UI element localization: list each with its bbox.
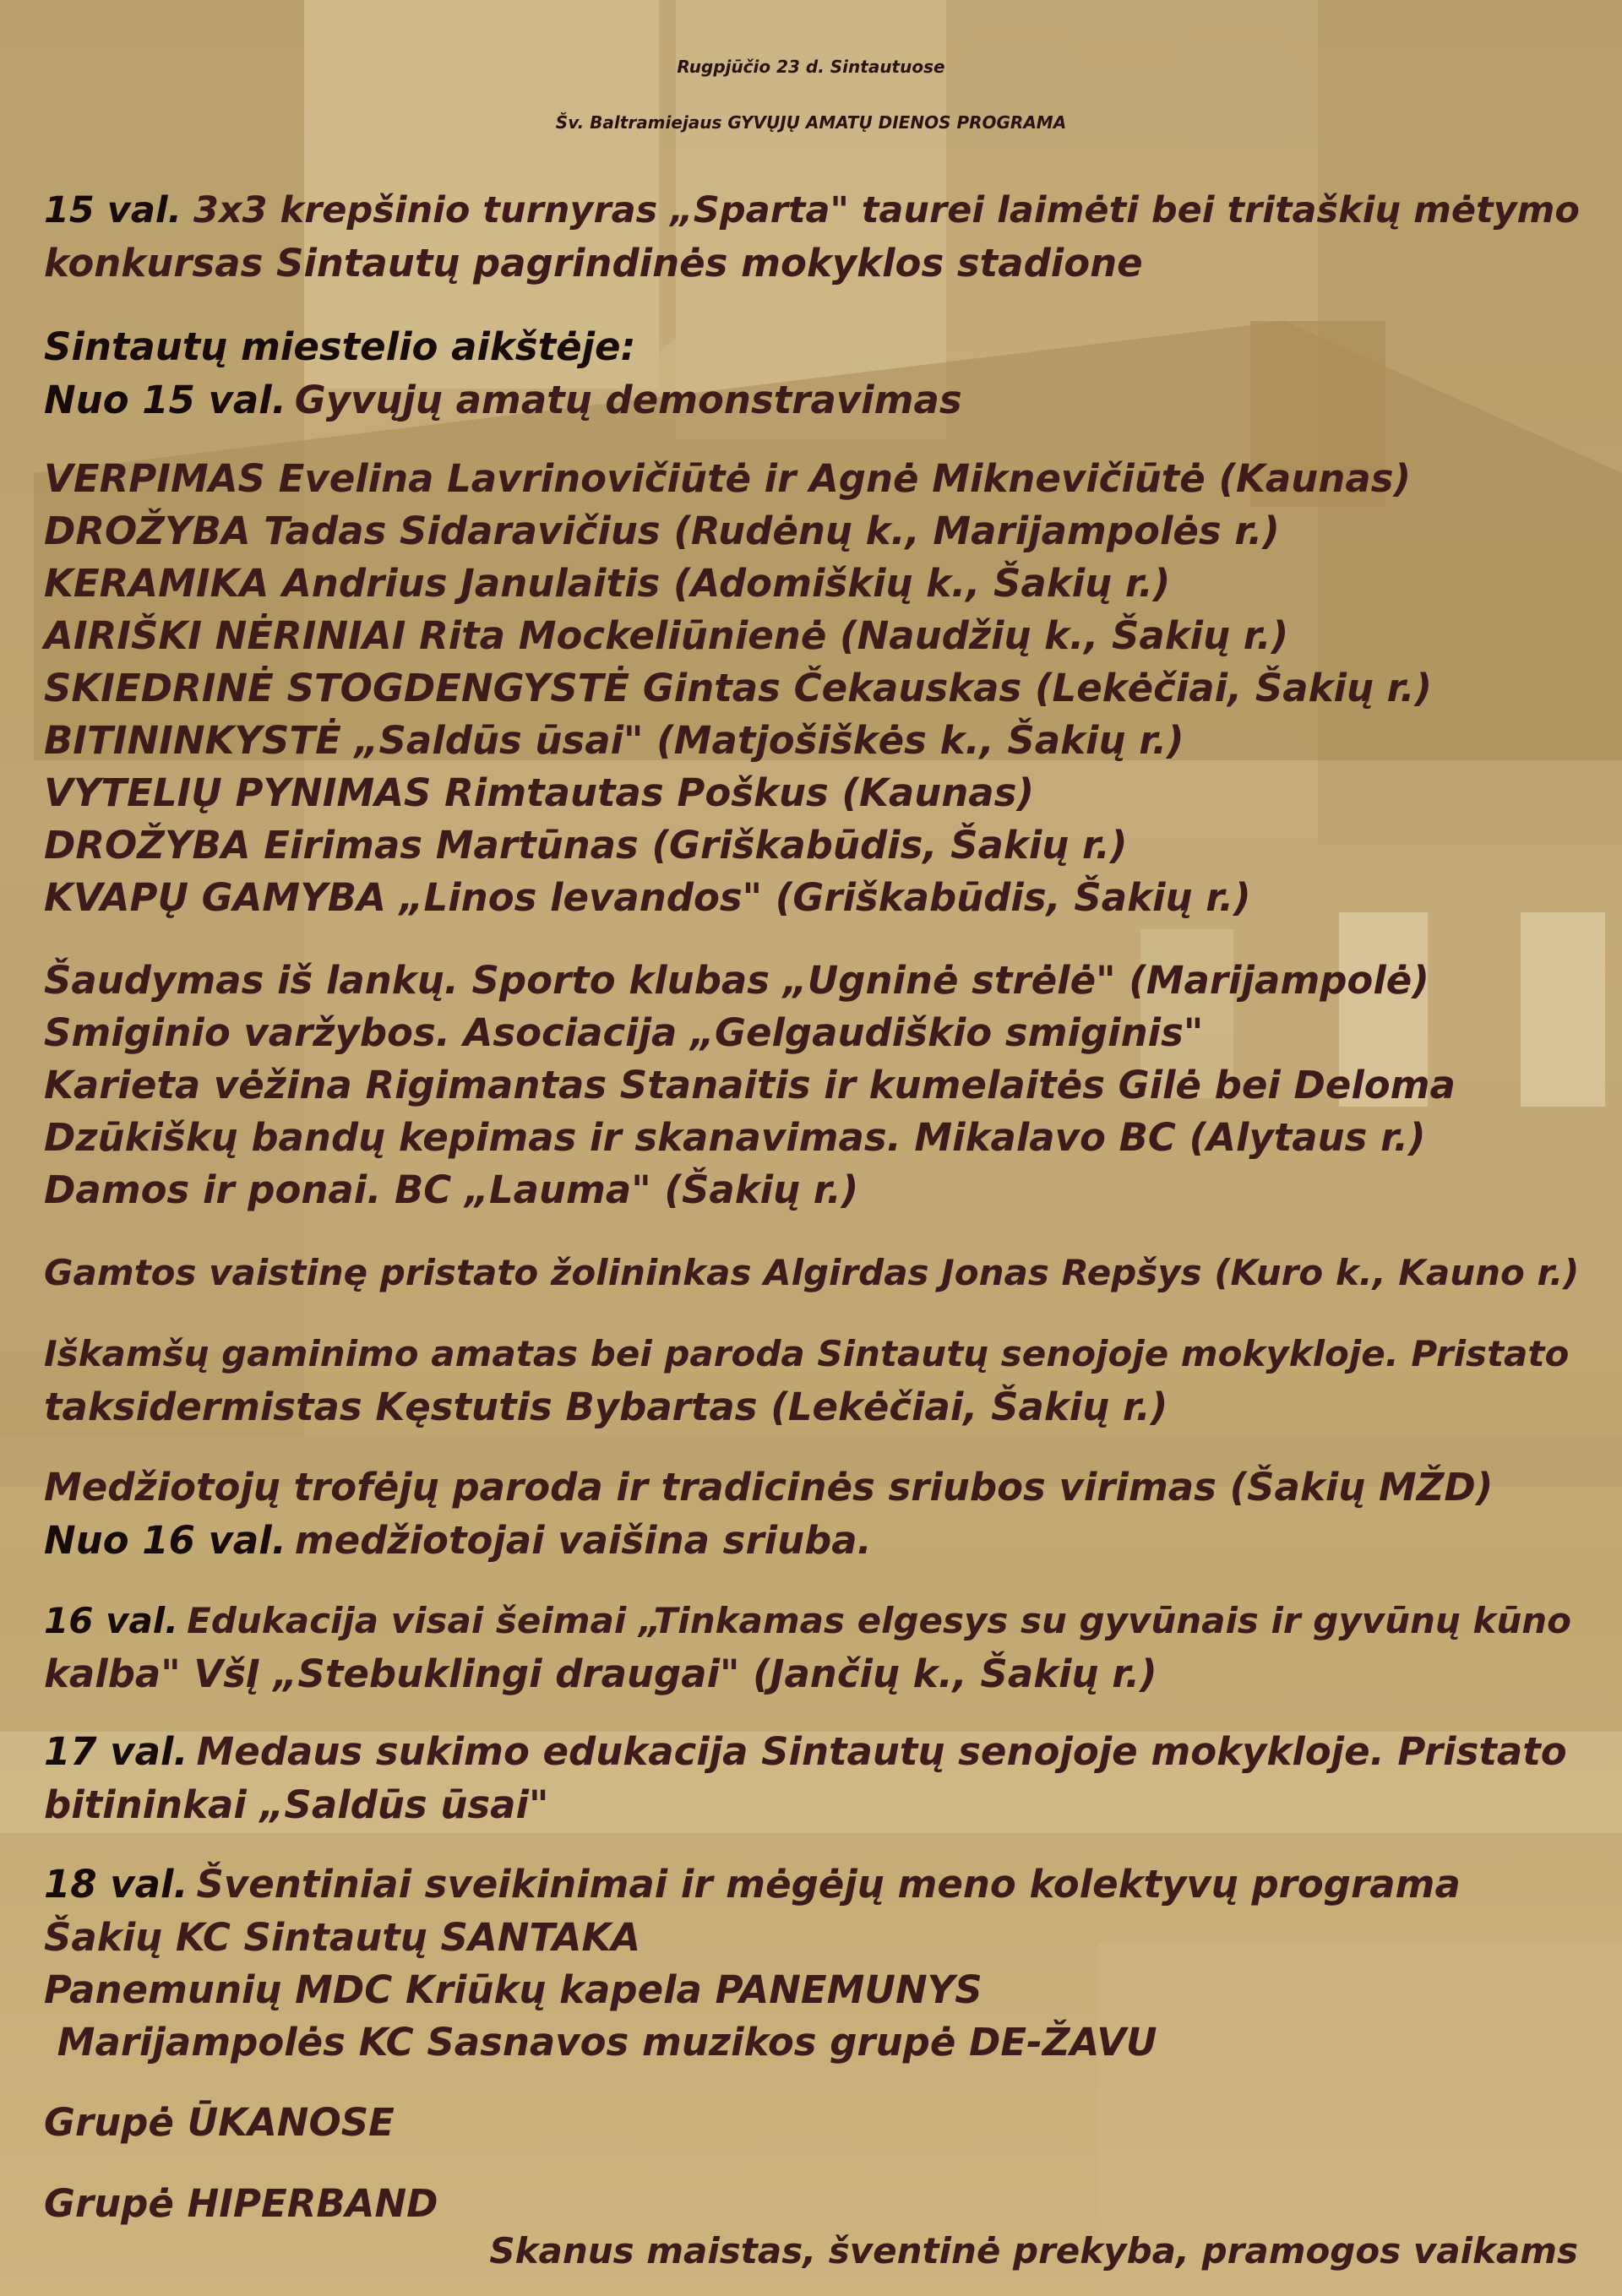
craft-item: KVAPŲ GAMYBA „Linos levandos" (Griškabūdis, Šakių r.) — [44, 875, 1251, 920]
craft-item: DROŽYBA Tadas Sidaravičius (Rudėnų k., Marijampolės r.) — [44, 509, 1280, 553]
craft-item: VYTELIŲ PYNIMAS Rimtautas Poškus (Kaunas) — [44, 770, 1035, 815]
activity-item: Šaudymas iš lankų. Sporto klubas „Ugninė strėlė" (Marijampolė) — [44, 958, 1429, 1003]
concert-group: Panemunių MDC Kriūkų kapela PANEMUNYS — [44, 1967, 982, 2012]
event-taxidermy-line1: Iškamšų gaminimo amatas bei paroda Sintautų senojoje mokykloje. Pristato — [44, 1333, 1570, 1374]
craft-item: VERPIMAS Evelina Lavrinovičiūtė ir Agnė Miknevičiūtė (Kaunas) — [44, 456, 1412, 501]
event-honey-line2: bitininkai „Saldūs ūsai" — [44, 1782, 549, 1827]
event-basketball-line1 — [44, 184, 1580, 237]
event-concert-line1 — [44, 1858, 1461, 1911]
event-time: 16 val. — [44, 1600, 179, 1641]
event-honey-line1 — [44, 1726, 1567, 1778]
event-time: 15 val. — [44, 189, 182, 231]
footer-note: Skanus maistas, šventinė prekyba, pramogos vaikams — [489, 2230, 1578, 2272]
band-item: Grupė ŪKANOSE — [44, 2100, 395, 2145]
event-text: 3x3 krepšinio turnyras „Sparta" taurei laimėti bei tritaškių mėtymo — [193, 189, 1580, 231]
activity-item: Smiginio varžybos. Asociacija „Gelgaudiškio smiginis" — [44, 1010, 1204, 1055]
craft-item: AIRIŠKI NĖRINIAI Rita Mockeliūnienė (Naudžių k., Šakių r.) — [44, 613, 1289, 658]
event-crafts-demo — [44, 374, 962, 427]
event-text: Medaus sukimo edukacija Sintautų senojoje mokykloje. Pristato — [196, 1729, 1567, 1774]
event-education-line1 — [44, 1595, 1571, 1647]
event-text: Šventiniai sveikinimai ir mėgėjų meno kolektyvų programa — [196, 1862, 1461, 1907]
event-herbalist: Gamtos vaistinę pristato žolininkas Algirdas Jonas Repšys (Kuro k., Kauno r.) — [44, 1252, 1580, 1293]
poster-date-title: Rugpjūčio 23 d. Sintautuose — [677, 57, 945, 77]
activity-item: Dzūkiškų bandų kepimas ir skanavimas. Mikalavo BC (Alytaus r.) — [44, 1115, 1426, 1160]
event-time: Nuo 16 val. — [44, 1518, 286, 1563]
craft-item: BITININKYSTĖ „Saldūs ūsai" (Matjošiškės k., Šakių r.) — [44, 718, 1184, 763]
event-time: Nuo 15 val. — [44, 378, 286, 422]
activity-item: Karieta vėžina Rigimantas Stanaitis ir kumelaitės Gilė bei Deloma — [44, 1063, 1456, 1107]
event-text: Edukacija visai šeimai „Tinkamas elgesys su gyvūnais ir gyvūnų kūno — [187, 1600, 1571, 1641]
event-text: medžiotojai vaišina sriuba. — [294, 1518, 872, 1563]
event-hunters-line1: Medžiotojų trofėjų paroda ir tradicinės sriubos virimas (Šakių MŽD) — [44, 1465, 1494, 1510]
event-education-line2: kalba" VšĮ „Stebuklingi draugai" (Jančių k., Šakių r.) — [44, 1651, 1157, 1696]
event-time: 18 val. — [44, 1862, 188, 1907]
activity-item: Damos ir ponai. BC „Lauma" (Šakių r.) — [44, 1167, 859, 1212]
poster-program-title: Šv. Baltramiejaus GYVŲJŲ AMATŲ DIENOS PROGRAMA — [555, 112, 1067, 133]
event-basketball-line2: konkursas Sintautų pagrindinės mokyklos stadione — [44, 241, 1143, 286]
craft-item: KERAMIKA Andrius Janulaitis (Adomiškių k., Šakių r.) — [44, 561, 1171, 606]
concert-group: Marijampolės KC Sasnavos muzikos grupė DE-ŽAVU — [44, 2020, 1157, 2065]
band-item: Grupė HIPERBAND — [44, 2181, 438, 2226]
event-taxidermy-line2: taksidermistas Kęstutis Bybartas (Lekėčiai, Šakių r.) — [44, 1385, 1168, 1429]
craft-item: DROŽYBA Eirimas Martūnas (Griškabūdis, Šakių r.) — [44, 823, 1128, 868]
event-hunters-line2 — [44, 1515, 872, 1567]
event-time: 17 val. — [44, 1729, 188, 1774]
section-heading-square: Sintautų miestelio aikštėje: — [44, 324, 636, 369]
craft-item: SKIEDRINĖ STOGDENGYSTĖ Gintas Čekauskas (Lekėčiai, Šakių r.) — [44, 666, 1433, 710]
concert-group: Šakių KC Sintautų SANTAKA — [44, 1915, 641, 1960]
event-text: Gyvųjų amatų demonstravimas — [294, 378, 962, 422]
